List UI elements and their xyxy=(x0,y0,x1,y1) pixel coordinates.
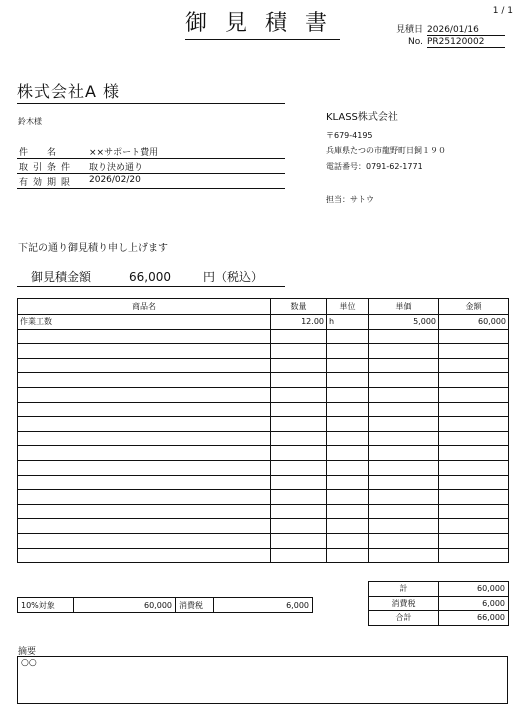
empty-cell xyxy=(369,431,439,446)
empty-cell xyxy=(327,533,369,548)
empty-cell xyxy=(18,402,271,417)
empty-cell xyxy=(271,402,327,417)
empty-cell xyxy=(18,373,271,388)
empty-table-row xyxy=(18,387,509,402)
empty-cell xyxy=(18,475,271,490)
empty-cell xyxy=(439,490,509,505)
empty-table-row xyxy=(18,329,509,344)
contact-person: 鈴木様 xyxy=(18,117,42,126)
empty-cell xyxy=(271,329,327,344)
empty-cell xyxy=(369,460,439,475)
page-number: 1 / 1 xyxy=(492,6,513,16)
total-amount: 66,000 xyxy=(129,270,171,284)
estimate-date-label: 見積日 xyxy=(396,25,424,35)
empty-cell xyxy=(439,533,509,548)
empty-cell xyxy=(369,490,439,505)
subtotal-label: 計 xyxy=(369,582,439,597)
empty-cell xyxy=(369,519,439,534)
empty-table-row xyxy=(18,373,509,388)
empty-table-row xyxy=(18,475,509,490)
empty-cell xyxy=(18,446,271,461)
empty-cell xyxy=(439,460,509,475)
empty-table-row xyxy=(18,490,509,505)
empty-cell xyxy=(327,417,369,432)
validity-label: 有効期限 xyxy=(19,178,76,188)
empty-cell xyxy=(18,387,271,402)
grand-total-row xyxy=(369,611,509,626)
header-product: 商品名 xyxy=(18,299,271,315)
empty-cell xyxy=(271,548,327,563)
terms-value: 取り決め通り xyxy=(89,163,144,173)
empty-cell xyxy=(271,431,327,446)
cell-product: 作業工数 xyxy=(18,315,271,330)
empty-cell xyxy=(327,402,369,417)
empty-cell xyxy=(18,329,271,344)
cell-amount: 60,000 xyxy=(439,315,509,330)
empty-cell xyxy=(439,358,509,373)
empty-cell xyxy=(271,373,327,388)
empty-cell xyxy=(439,344,509,359)
empty-cell xyxy=(439,373,509,388)
tax-table xyxy=(17,597,313,613)
cell-unit: h xyxy=(327,315,369,330)
empty-cell xyxy=(327,431,369,446)
empty-cell xyxy=(18,358,271,373)
empty-table-row xyxy=(18,417,509,432)
company-staff: 担当：サトウ xyxy=(326,195,374,204)
empty-cell xyxy=(369,548,439,563)
empty-cell xyxy=(439,504,509,519)
table-row xyxy=(18,315,509,330)
empty-cell xyxy=(271,460,327,475)
cell-quantity: 12.00 xyxy=(271,315,327,330)
subject-value: ××サポート費用 xyxy=(89,148,159,158)
empty-cell xyxy=(369,417,439,432)
sums-table xyxy=(368,581,509,626)
empty-cell xyxy=(439,329,509,344)
total-unit: 円（税込） xyxy=(203,270,264,284)
tax-target-label: 10%対象 xyxy=(18,598,74,613)
empty-cell xyxy=(271,446,327,461)
empty-cell xyxy=(271,490,327,505)
header-unit-price: 単価 xyxy=(369,299,439,315)
empty-cell xyxy=(327,490,369,505)
sum-tax-label: 消費税 xyxy=(369,596,439,611)
empty-cell xyxy=(327,446,369,461)
empty-cell xyxy=(18,417,271,432)
validity-row xyxy=(17,175,285,189)
empty-table-row xyxy=(18,519,509,534)
company-phone: 電話番号：0791-62-1771 xyxy=(326,162,423,171)
empty-table-row xyxy=(18,504,509,519)
empty-cell xyxy=(18,504,271,519)
empty-cell xyxy=(18,431,271,446)
estimate-number: PR25120002 xyxy=(427,37,505,48)
empty-cell xyxy=(369,504,439,519)
subject-label: 件 名 xyxy=(19,148,62,158)
empty-cell xyxy=(369,373,439,388)
empty-cell xyxy=(439,402,509,417)
empty-table-row xyxy=(18,446,509,461)
empty-table-row xyxy=(18,358,509,373)
subtotal-value: 60,000 xyxy=(439,582,509,597)
empty-cell xyxy=(439,548,509,563)
empty-cell xyxy=(439,387,509,402)
summary-label: 摘要 xyxy=(18,647,37,657)
customer-name: 株式会社A 様 xyxy=(17,79,285,104)
tax-row xyxy=(18,598,313,613)
empty-cell xyxy=(18,519,271,534)
empty-cell xyxy=(439,475,509,490)
terms-label: 取引条件 xyxy=(19,163,76,173)
empty-cell xyxy=(327,519,369,534)
validity-value: 2026/02/20 xyxy=(89,175,141,185)
intro-text: 下記の通り御見積り申し上げます xyxy=(18,243,168,254)
estimate-number-row xyxy=(396,37,505,48)
empty-cell xyxy=(271,519,327,534)
empty-cell xyxy=(369,329,439,344)
empty-cell xyxy=(327,358,369,373)
company-postal: 〒679-4195 xyxy=(326,131,373,140)
terms-row xyxy=(17,160,285,174)
empty-cell xyxy=(271,358,327,373)
subtotal-row xyxy=(369,582,509,597)
estimate-date: 2026/01/16 xyxy=(427,25,505,36)
empty-cell xyxy=(439,446,509,461)
empty-cell xyxy=(271,533,327,548)
header-unit: 単位 xyxy=(327,299,369,315)
empty-cell xyxy=(271,504,327,519)
sum-tax-row xyxy=(369,596,509,611)
empty-cell xyxy=(327,504,369,519)
document-title: 御見積書 xyxy=(185,6,340,40)
items-header-row xyxy=(18,299,509,315)
empty-table-row xyxy=(18,431,509,446)
empty-cell xyxy=(369,533,439,548)
tax-target-amount: 60,000 xyxy=(74,598,176,613)
empty-cell xyxy=(18,344,271,359)
empty-cell xyxy=(18,548,271,563)
estimate-number-label: No. xyxy=(408,37,423,47)
company-name: KLASS株式会社 xyxy=(326,112,398,123)
grand-total-label: 合計 xyxy=(369,611,439,626)
empty-cell xyxy=(369,475,439,490)
empty-cell xyxy=(327,373,369,388)
sum-tax-value: 6,000 xyxy=(439,596,509,611)
empty-cell xyxy=(369,358,439,373)
empty-cell xyxy=(439,417,509,432)
header-quantity: 数量 xyxy=(271,299,327,315)
empty-table-row xyxy=(18,460,509,475)
cell-unit-price: 5,000 xyxy=(369,315,439,330)
empty-cell xyxy=(327,387,369,402)
empty-cell xyxy=(327,344,369,359)
empty-cell xyxy=(18,490,271,505)
empty-cell xyxy=(271,387,327,402)
company-address: 兵庫県たつの市龍野町日飼１９０ xyxy=(326,146,446,155)
empty-cell xyxy=(439,431,509,446)
empty-cell xyxy=(271,344,327,359)
total-amount-line xyxy=(17,268,285,287)
summary-box xyxy=(17,656,508,704)
empty-table-row xyxy=(18,548,509,563)
empty-cell xyxy=(439,519,509,534)
total-label: 御見積金額 xyxy=(31,270,92,284)
empty-cell xyxy=(271,417,327,432)
empty-table-row xyxy=(18,344,509,359)
empty-cell xyxy=(271,475,327,490)
empty-cell xyxy=(369,387,439,402)
empty-cell xyxy=(369,446,439,461)
summary-text: ○○ xyxy=(21,658,37,668)
empty-cell xyxy=(327,548,369,563)
tax-label: 消費税 xyxy=(176,598,214,613)
empty-cell xyxy=(18,533,271,548)
tax-amount: 6,000 xyxy=(214,598,313,613)
empty-table-row xyxy=(18,533,509,548)
empty-cell xyxy=(327,329,369,344)
estimate-date-row xyxy=(396,22,505,36)
grand-total-value: 66,000 xyxy=(439,611,509,626)
empty-cell xyxy=(369,344,439,359)
subject-row xyxy=(17,145,285,159)
header-amount: 金額 xyxy=(439,299,509,315)
empty-cell xyxy=(327,460,369,475)
empty-cell xyxy=(18,460,271,475)
empty-table-row xyxy=(18,402,509,417)
empty-cell xyxy=(327,475,369,490)
items-table xyxy=(17,298,509,563)
empty-cell xyxy=(369,402,439,417)
